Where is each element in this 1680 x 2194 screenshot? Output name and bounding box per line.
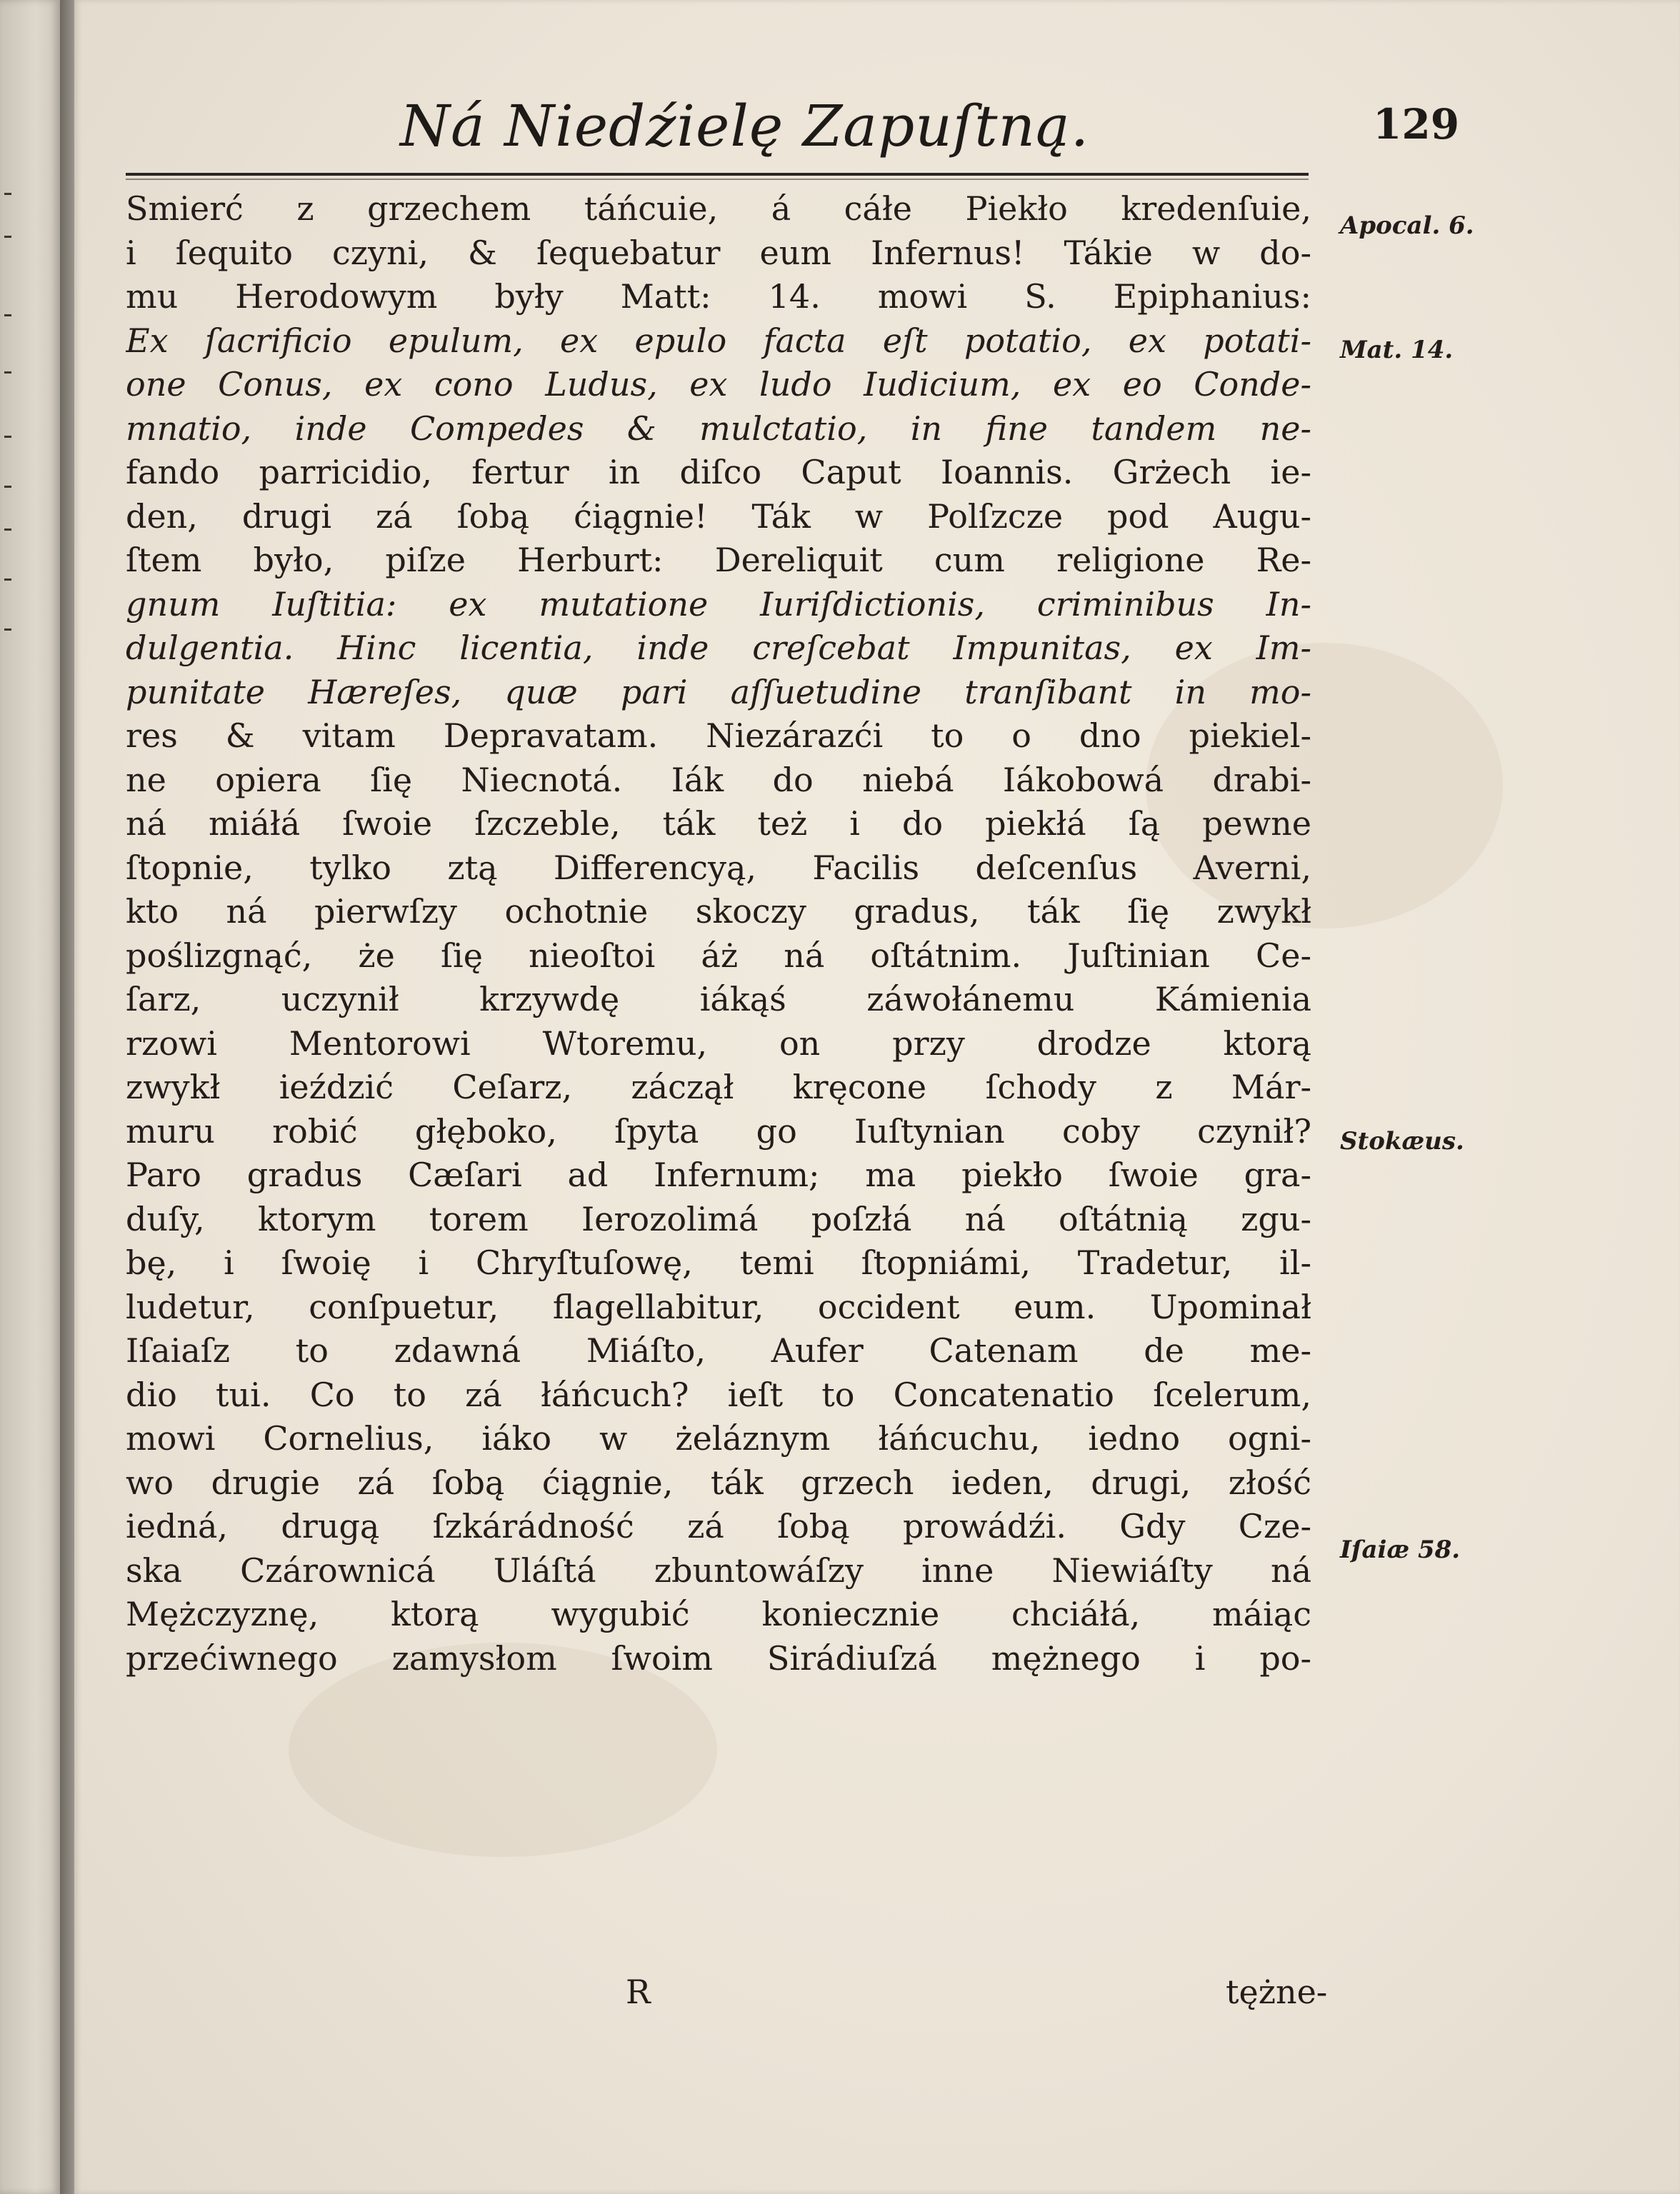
text-line: duſy, ktorym torem Ierozolimá poſzłá ná oſtátnią zgu-: [126, 1199, 1311, 1238]
text-line: ná miáłá ſwoie ſzczeble, ták też i do piekłá ſą pewne: [126, 804, 1311, 843]
ink-mark: [4, 371, 11, 374]
page-number: 129: [1373, 100, 1460, 149]
text-line: ludetur, conſpuetur, flagellabitur, occident eum. Upominał: [126, 1287, 1311, 1326]
running-title: Ná Niedźielę Zapuſtną.: [400, 93, 1090, 159]
margin-note-mat: Mat. 14.: [1340, 336, 1454, 364]
text-line: Iſaiaſz to zdawná Miáſto, Aufer Catenam de me-: [126, 1331, 1311, 1370]
text-line: poślizgnąć, że ſię nieoſtoi áż ná oſtátnim. Juſtinian Ce-: [126, 936, 1311, 975]
margin-note-isaia: Iſaiæ 58.: [1340, 1536, 1461, 1564]
text-line: fando parricidio, fertur in diſco Caput Ioannis. Grżech ie-: [126, 453, 1311, 491]
previous-page-edge: [0, 0, 60, 2194]
text-line: zwykł ieździć Ceſarz, záczął kręcone ſchody z Már-: [126, 1068, 1311, 1106]
text-line: rzowi Mentorowi Wtoremu, on przy drodze ktorą: [126, 1023, 1311, 1063]
text-line: ſtopnie, tylko ztą Differencyą, Facilis deſcenſus Averni,: [126, 848, 1311, 887]
text-line: den, drugi zá ſobą ćiągnie! Ták w Polſzcze pod Augu-: [126, 496, 1311, 536]
text-line: Smierć z grzechem táńcuie, á cáłe Piekło kredenſuie,: [126, 189, 1311, 228]
catchline: [126, 1973, 1328, 2023]
ink-mark: [4, 486, 11, 488]
book-gutter: [60, 0, 74, 2194]
text-line: wo drugie zá ſobą ćiągnie, ták grzech ieden, drugi, złość: [126, 1463, 1311, 1502]
text-line: Mężczyznę, ktorą wygubić koniecznie chciáłá, máiąc: [126, 1595, 1311, 1633]
text-line: mowi Cornelius, iáko w żeláznym łáńcuchu, iedno ogni-: [126, 1419, 1311, 1458]
ink-mark: [4, 314, 11, 316]
text-line: i ſequito czyni, & ſequebatur eum Infernus! Tákie w do-: [126, 233, 1311, 272]
text-line: ſtem było, piſze Herburt: Dereliquit cum religione Re-: [126, 541, 1311, 579]
text-line: mu Herodowym były Matt: 14. mowi S. Epiphanius:: [126, 277, 1311, 316]
text-line: one Conus, ex cono Ludus, ex ludo Iudicium, ex eo Conde-: [126, 365, 1311, 404]
text-line: ſarz, uczynił krzywdę iákąś záwołánemu Kámienia: [126, 980, 1311, 1018]
text-line: przećiwnego zamysłom ſwoim Sirádiuſzá mężnego i po-: [126, 1638, 1311, 1678]
text-line: ne opiera ſię Niecnotá. Iák do niebá Iákobowá drabi-: [126, 760, 1311, 799]
body-text: [126, 187, 1311, 1680]
text-line: dulgentia. Hinc licentia, inde creſcebat Impunitas, ex Im-: [126, 628, 1311, 667]
text-line: mnatio, inde Compedes & mulctatio, in fine tandem ne-: [126, 409, 1311, 448]
text-line: kto ná pierwſzy ochotnie skoczy gradus, ták ſię zwykł: [126, 892, 1311, 931]
text-line: muru robić głęboko, ſpyta go Iuſtynian coby czynił?: [126, 1111, 1311, 1151]
header-rule-thin: [126, 179, 1309, 180]
text-line: iedná, drugą ſzkárádność zá ſobą prowádźi. Gdy Cze-: [126, 1507, 1311, 1546]
text-line: Ex ſacrificio epulum, ex epulo facta eſt potatio, ex potati-: [126, 321, 1311, 360]
ink-mark: [4, 193, 11, 195]
ink-mark: [4, 578, 11, 581]
text-line: punitate Hæreſes, quæ pari aſſuetudine tranſibant in mo-: [126, 672, 1311, 711]
catchword: tężne-: [1226, 1973, 1328, 2011]
text-line: gnum Iuſtitia: ex mutatione Iuriſdictionis, criminibus In-: [126, 584, 1311, 623]
ink-mark: [4, 236, 11, 238]
text-line: dio tui. Co to zá łáńcuch? ieſt to Concatenatio ſcelerum,: [126, 1375, 1311, 1414]
text-line: bę, i ſwoię i Chryſtuſowę, temi ſtopniámi, Tradetur, il-: [126, 1243, 1311, 1282]
text-line: ska Czárownicá Uláſtá zbuntowáſzy inne Niewiáſty ná: [126, 1551, 1311, 1590]
margin-note-apocal: Apocal. 6.: [1340, 211, 1474, 240]
header-rule: [126, 173, 1309, 176]
margin-note-stokaus: Stokæus.: [1340, 1127, 1464, 1156]
ink-mark: [4, 529, 11, 531]
ink-mark: [4, 436, 11, 438]
ink-mark: [4, 628, 11, 631]
text-line: res & vitam Depravatam. Niezárazći to o dno piekiel-: [126, 716, 1311, 755]
text-line: Paro gradus Cæſari ad Infernum; ma piekło ſwoie gra-: [126, 1156, 1311, 1194]
signature-mark: R: [626, 1973, 651, 2011]
